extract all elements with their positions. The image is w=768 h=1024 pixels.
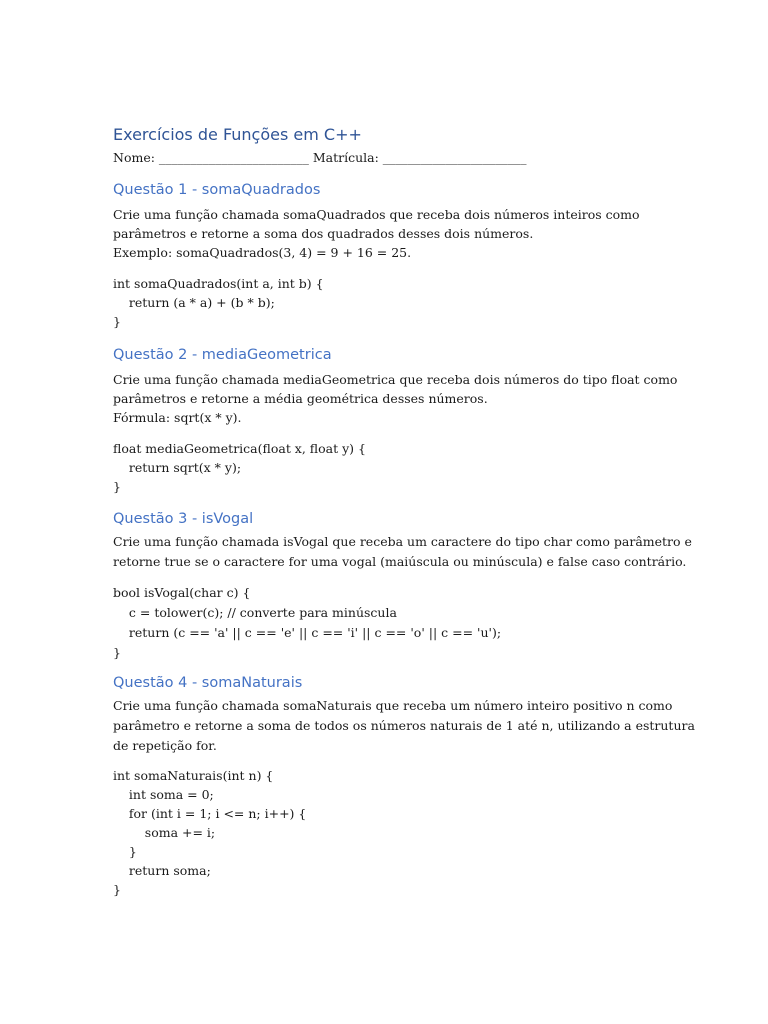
code-line: return (c == 'a' || c == 'e' || c == 'i' || c == 'o' || c == 'u'); <box>113 625 502 640</box>
code-line: return sqrt(x * y); <box>113 460 242 475</box>
text-line: Fórmula: sqrt(x * y). <box>113 410 242 425</box>
question-2-heading: Questão 2 - mediaGeometrica <box>113 347 332 363</box>
text-line: de repetição for. <box>113 738 217 753</box>
text-line: Crie uma função chamada mediaGeometrica que receba dois números do tipo float como <box>113 372 678 387</box>
question-2-text <box>113 370 678 427</box>
question-2-code <box>113 439 366 496</box>
code-line: } <box>113 479 121 494</box>
question-4-text <box>113 696 695 756</box>
code-line: int somaNaturais(int n) { <box>113 768 274 783</box>
text-line: retorne true se o caractere for uma vogal (maiúscula ou minúscula) e false caso contrário. <box>113 554 687 569</box>
text-line: parâmetros e retorne a soma dos quadrados desses dois números. <box>113 226 534 241</box>
question-1-code <box>113 274 324 331</box>
code-line: int soma = 0; <box>113 787 214 802</box>
name-registration-line: Nome: ________________________ Matrícula: _______________________ <box>113 150 527 165</box>
code-line: return (a * a) + (b * b); <box>113 295 275 310</box>
code-line: for (int i = 1; i <= n; i++) { <box>113 806 307 821</box>
code-line: } <box>113 882 121 897</box>
code-line: } <box>113 645 121 660</box>
question-3-text <box>113 532 692 572</box>
text-line: Crie uma função chamada isVogal que receba um caractere do tipo char como parâmetro e <box>113 534 692 549</box>
code-line: bool isVogal(char c) { <box>113 585 251 600</box>
text-line: parâmetros e retorne a média geométrica desses números. <box>113 391 488 406</box>
code-line: return soma; <box>113 863 211 878</box>
code-line: soma += i; <box>113 825 216 840</box>
question-1-text <box>113 205 658 262</box>
text-line: Crie uma função chamada somaNaturais que receba um número inteiro positivo n como <box>113 698 673 713</box>
text-line: Exemplo: somaQuadrados(3, 4) = 9 + 16 = 25. <box>113 245 412 260</box>
code-line: } <box>113 314 121 329</box>
text-line: Crie uma função chamada somaQuadrados que receba dois números inteiros como <box>113 207 640 222</box>
code-line: float mediaGeometrica(float x, float y) { <box>113 441 366 456</box>
question-1-heading: Questão 1 - somaQuadrados <box>113 182 321 198</box>
code-line: int somaQuadrados(int a, int b) { <box>113 276 324 291</box>
question-4-heading: Questão 4 - somaNaturais <box>113 675 303 691</box>
question-3-code <box>113 583 501 663</box>
code-line: } <box>113 844 137 859</box>
text-line: parâmetro e retorne a soma de todos os números naturais de 1 até n, utilizando a estrutura <box>113 718 695 733</box>
document-title: Exercícios de Funções em C++ <box>113 125 362 144</box>
question-3-heading: Questão 3 - isVogal <box>113 511 254 527</box>
question-4-code <box>113 766 306 899</box>
code-line: c = tolower(c); // converte para minúscula <box>113 605 397 620</box>
